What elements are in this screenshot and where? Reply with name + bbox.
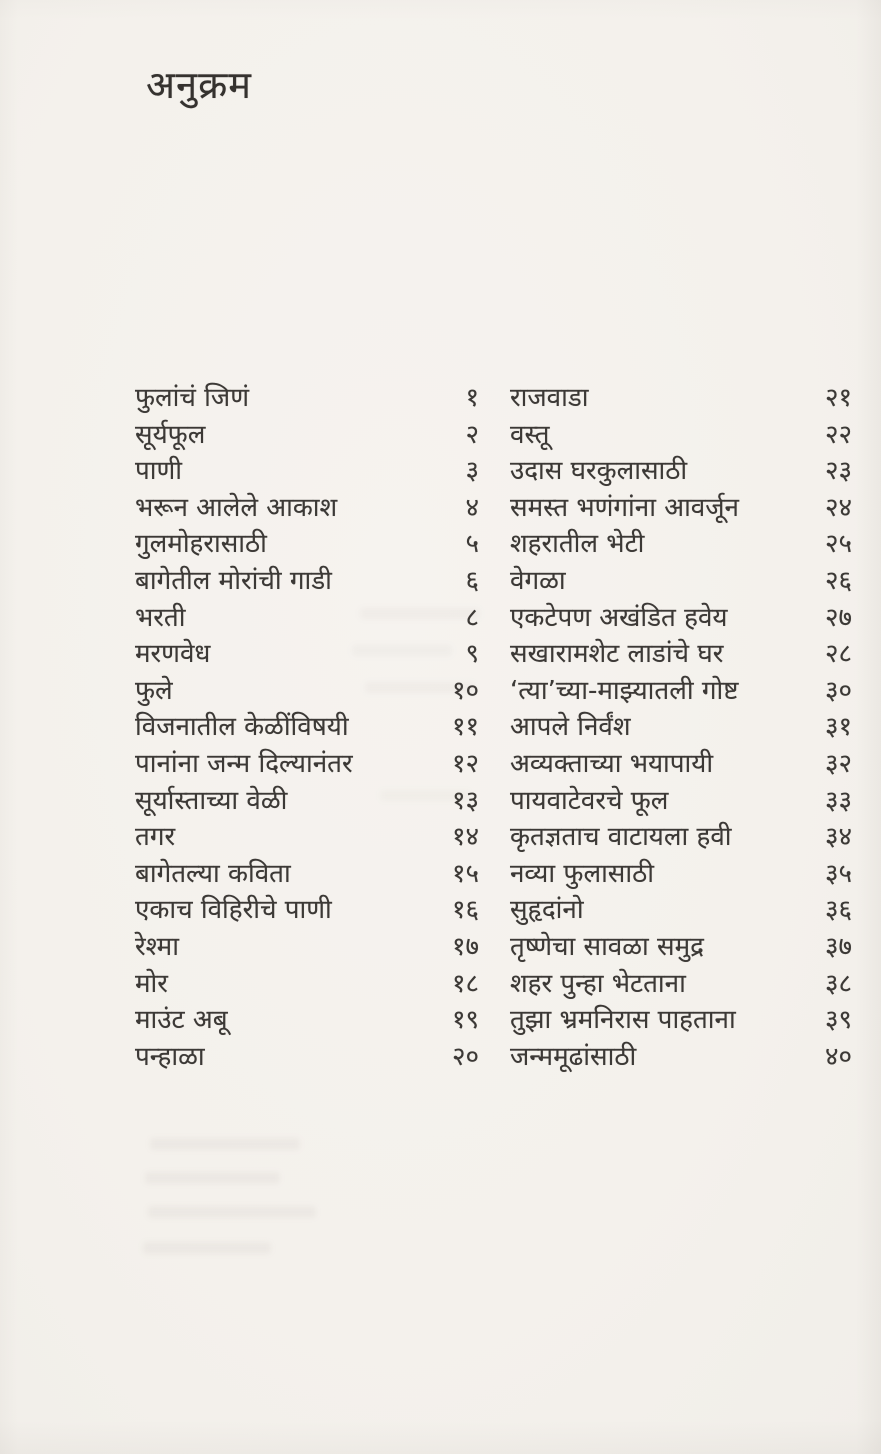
toc-entry	[510, 929, 852, 966]
toc-entry-page: २१	[824, 383, 852, 413]
toc-entry	[510, 966, 852, 1003]
toc-entry-title: शहरातील भेटी	[510, 529, 645, 560]
toc-entry	[135, 892, 479, 929]
toc-entry-page: १०	[451, 675, 479, 706]
toc-entry-title: कृतज्ञताच वाटायला हवी	[510, 822, 732, 853]
table-of-contents	[135, 380, 852, 1075]
toc-entry-page: ३९	[824, 1005, 852, 1036]
toc-entry-page: ३	[465, 456, 479, 487]
bleed-through-mark	[143, 1242, 271, 1254]
toc-entry-page: ३५	[824, 858, 852, 889]
toc-entry-page: ११	[451, 712, 479, 743]
toc-entry	[135, 929, 479, 966]
toc-entry-title: नव्या फुलासाठी	[510, 858, 654, 889]
toc-entry-page: १८	[451, 968, 479, 999]
toc-entry-title: एकटेपण अखंडित हवेय	[510, 602, 728, 633]
toc-entry	[510, 673, 852, 710]
bleed-through-mark	[150, 1138, 300, 1150]
toc-entry-page: ९	[465, 639, 479, 670]
toc-entry-title: एकाच विहिरीचे पाणी	[135, 895, 332, 926]
toc-entry	[135, 490, 479, 527]
bleed-through-mark	[145, 1172, 280, 1184]
toc-entry	[135, 417, 479, 454]
bleed-through-mark	[148, 1206, 316, 1218]
toc-entry	[135, 453, 479, 490]
toc-entry-title: पानांना जन्म दिल्यानंतर	[135, 748, 353, 779]
toc-entry-title: विजनातील केळींविषयी	[135, 712, 349, 743]
toc-entry-title: तृष्णेचा सावळा समुद्र	[510, 931, 704, 962]
bleed-through-mark	[365, 682, 475, 693]
toc-entry	[510, 380, 852, 417]
toc-entry	[135, 966, 479, 1003]
toc-entry	[135, 1002, 479, 1039]
toc-entry-title: समस्त भणंगांना आवर्जून	[510, 492, 739, 523]
bleed-through-mark	[380, 790, 470, 801]
toc-entry	[510, 1002, 852, 1039]
toc-entry-title: तगर	[135, 822, 176, 853]
toc-entry-page: ४	[465, 492, 479, 523]
toc-entry-page: १७	[451, 931, 479, 962]
toc-entry-title: शहर पुन्हा भेटताना	[510, 968, 686, 999]
toc-entry	[510, 856, 852, 893]
toc-entry-page: ३६	[824, 895, 852, 926]
toc-entry	[135, 819, 479, 856]
toc-entry-page: ४०	[824, 1041, 852, 1072]
toc-entry-page: २३	[824, 456, 852, 487]
toc-entry	[135, 1039, 479, 1076]
toc-entry-title: उदास घरकुलासाठी	[510, 456, 688, 487]
toc-entry-page: ३८	[824, 968, 852, 999]
toc-entry	[510, 563, 852, 600]
toc-entry	[510, 636, 852, 673]
bleed-through-mark	[360, 608, 480, 619]
toc-entry	[135, 856, 479, 893]
toc-entry-page: ८	[465, 602, 479, 633]
toc-entry-title: बागेतील मोरांची गाडी	[135, 565, 332, 596]
toc-entry	[510, 1039, 852, 1076]
toc-entry-page: १६	[451, 895, 479, 926]
toc-entry-title: सखारामशेट लाडांचे घर	[510, 639, 724, 670]
toc-entry-title: तुझा भ्रमनिरास पाहताना	[510, 1005, 736, 1036]
toc-entry	[135, 526, 479, 563]
toc-entry	[135, 563, 479, 600]
toc-entry-page: २५	[824, 529, 852, 560]
toc-entry-title: पायवाटेवरचे फूल	[510, 785, 669, 816]
toc-column-right	[510, 380, 852, 1075]
toc-entry	[510, 709, 852, 746]
toc-entry-page: ३३	[824, 785, 852, 816]
toc-entry-title: पन्हाळा	[135, 1041, 205, 1072]
toc-entry-title: सूर्यफूल	[135, 419, 206, 450]
toc-entry-title: भरून आलेले आकाश	[135, 492, 338, 523]
toc-entry-page: २७	[824, 602, 852, 633]
toc-entry-page: २६	[824, 565, 852, 596]
toc-entry	[510, 453, 852, 490]
toc-entry-page: २	[465, 419, 479, 450]
toc-entry-page: १४	[451, 822, 479, 853]
toc-entry-title: फुले	[135, 675, 173, 706]
toc-entry-page: ३१	[824, 712, 852, 743]
toc-entry-page: ५	[465, 529, 479, 560]
toc-entry-title: बागेतल्या कविता	[135, 858, 291, 889]
bleed-through-mark	[352, 645, 452, 656]
toc-entry-page: ३४	[824, 822, 852, 853]
toc-entry-title: मोर	[135, 968, 168, 999]
toc-entry-title: रेश्मा	[135, 931, 179, 962]
toc-column-left	[135, 380, 479, 1075]
toc-entry-title: अव्यक्ताच्या भयापायी	[510, 748, 714, 779]
toc-entry-page: ६	[465, 565, 479, 596]
toc-entry-title: ‘त्या’च्या-माझ्यातली गोष्ट	[510, 675, 739, 706]
toc-entry-page: १३	[451, 785, 479, 816]
toc-entry-title: फुलांचं जिणं	[135, 383, 250, 413]
toc-entry-page: २०	[451, 1041, 479, 1072]
page-title: अनुक्रम	[146, 63, 253, 107]
toc-entry-title: वस्तू	[510, 419, 550, 450]
toc-entry-page: १९	[451, 1005, 479, 1036]
toc-entry-title: गुलमोहरासाठी	[135, 529, 267, 560]
toc-entry	[135, 709, 479, 746]
toc-entry-title: मरणवेध	[135, 639, 211, 670]
toc-entry	[510, 490, 852, 527]
toc-entry-title: सूर्यास्ताच्या वेळी	[135, 785, 288, 816]
toc-entry-title: राजवाडा	[510, 383, 589, 413]
toc-entry	[510, 892, 852, 929]
toc-entry-title: माउंट अबू	[135, 1005, 228, 1036]
toc-entry	[510, 526, 852, 563]
toc-entry-page: २४	[824, 492, 852, 523]
toc-entry-page: २२	[824, 419, 852, 450]
toc-entry	[510, 600, 852, 637]
toc-entry-page: १२	[451, 748, 479, 779]
toc-entry-page: २८	[824, 639, 852, 670]
toc-entry-page: ३०	[824, 675, 852, 706]
toc-entry-title: पाणी	[135, 456, 183, 487]
toc-entry-title: जन्ममूढांसाठी	[510, 1041, 637, 1072]
toc-entry	[510, 783, 852, 820]
toc-entry	[135, 746, 479, 783]
toc-entry	[135, 380, 479, 417]
toc-entry-page: ३२	[824, 748, 852, 779]
toc-entry	[510, 746, 852, 783]
toc-entry-title: वेगळा	[510, 565, 566, 596]
toc-entry	[510, 819, 852, 856]
toc-entry-page: १५	[451, 858, 479, 889]
toc-entry-title: भरती	[135, 602, 186, 633]
toc-entry-page: ३७	[824, 931, 852, 962]
toc-entry-title: सुहृदांनो	[510, 895, 584, 926]
toc-entry-title: आपले निर्वंश	[510, 712, 631, 743]
toc-entry-page: १	[465, 383, 479, 413]
toc-entry	[510, 417, 852, 454]
